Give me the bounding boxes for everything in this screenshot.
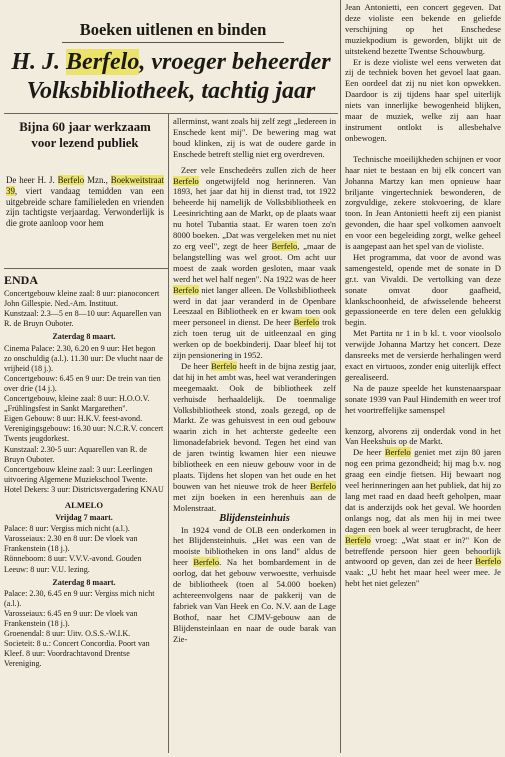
- agenda-entry: Kunstzaal: 2.3—5 en 8—10 uur: Aquarellen van R. de Bruyn Ouboter.: [4, 309, 162, 329]
- name-highlight: Berfelo: [384, 447, 411, 458]
- text: heeft in de bijna zestig jaar, dat hij in het ambt was, heel wat veranderingen meegemaakt. Ook de bibliotheek zelf verhuisde herhaaldelijk. De toenmalige Volksbibliotheek stond, zoals gezegd, op de Markt. Ze was gehuisvest in een oud gebouw waarin zich in het achterste gedeelte een limonadefabriek bevond. Tegen het eind van de jaren twintig kwamen hier een nieuwe bibliotheek en een nieuw gebouw voor in de plaats. Tijdens het slopen van het oude en het bouwen van het nieuwe trok de heer: [173, 360, 336, 491]
- paragraph: kenzorg, alvorens zij onderdak vond in het Van Heekshuis op de Markt.: [345, 425, 501, 447]
- text: vaak: „U hebt het maar heel weer mee. Je hebt het niet gelezen": [345, 567, 501, 589]
- paragraph: [345, 447, 501, 589]
- agenda-entry: Kunstzaal: 2.30-5 uur: Aquarellen van R. de Bruyn Ouboter.: [4, 444, 147, 464]
- section-kicker: Boeken uitlenen en binden: [62, 20, 284, 43]
- paragraph: allerminst, want zoals hij zelf zegt „Iedereen in Enschede kent mij". De bewering mag wat boud klinken, zij is wat de oudere garde in Enschede betreft stellig niet erg overdreven.: [173, 116, 336, 159]
- subheadline: Bijna 60 jaar werkzaam voor lezend publiek: [19, 120, 151, 150]
- name-highlight: Berfelo: [173, 284, 199, 295]
- text: geniet met zijn 80 jaren nog een prima gezondheid; hij mag b.v. nog graag een eindje fietsen. Hij bewaart nog veel herinneringen aan het publiek, dat hij zo lang met raad en daad heeft geholpen, maar dat is anderzijds ook het geval. We hoorden onlangs nog, dat als men hij in mei twee dagen een boek al weer terugbracht, de heer: [345, 447, 501, 534]
- name-highlight: Berfelo: [475, 556, 501, 567]
- lead-mid: Mzn.,: [84, 175, 111, 185]
- name-highlight: Berfelo: [310, 480, 336, 491]
- lead-end: , viert vandaag temidden van een uitgebreide schare familieleden en vrienden zijn tachtigste verjaardag. Verwonderlijk is die grote aanloop voor hem: [6, 185, 164, 229]
- paragraph: Na de pauze speelde het kunstenaarspaar sonate 1939 van Paul Hindemith en weer trof het voortreffelijke samenspel: [345, 382, 501, 415]
- lead-address-highlight: Boekweitstraat 39: [6, 175, 164, 196]
- article-headline: [6, 48, 336, 106]
- text: met zijn boeken in een herenhuis aan de Molenstraat.: [173, 491, 336, 513]
- headline-rule: [4, 113, 338, 114]
- paragraph: Het programma, dat voor de avond was samengesteld, opende met de sonate in D gr.t. van Vivaldi. De vertolking van deze sonate omvat door gaafheid, klankschoonheid, de afwisselende beheerst gepassioneerde en tere delen een gelukkig begin.: [345, 251, 501, 328]
- column-rule-1: [168, 113, 169, 753]
- agenda-entry: Cinema Palace: 2.30, 6.20 en 9 uur: Het begon zo onschuldig (a.l.). 11.30 uur: De vlucht naar de vrijheid (18 j.).: [4, 343, 163, 373]
- agenda-day: Zaterdag 8 maart.: [52, 577, 116, 587]
- column-rule-2: [340, 0, 341, 753]
- text: . Na het bombardement in de oorlog, dat het gebouw verwoestte, verhuisde de bibliotheek (toen al 54.000 boeken) achtereenvolgens naar de pakkerij van de fabriek van Van Heek en Co. N.V. aan de Lage Bothof, naar het CJMV-gebouw aan de Blijdensteinlaan en naar de oude barak van Zie-: [173, 557, 336, 644]
- event-agenda: [4, 275, 164, 669]
- agenda-rule: [4, 268, 168, 269]
- agenda-entry: Verenigingsgebouw: 16.30 uur: N.C.R.V. concert Twents jeugdorkest.: [4, 424, 164, 444]
- agenda-entry: Concertgebouw kleine zaal: 8 uur: pianoconcert John Gillespie. Ned.-Am. Instituut.: [4, 289, 160, 309]
- agenda-entry: Concertgebouw, kleine zaal: 8 uur: H.O.O.V. „Frühlingsfest in Sankt Margarethen".: [4, 394, 150, 414]
- text: , „maar de belangstelling was wel groot. Om acht uur moest de zaak worden gesloten, maar vaak werd het wel half negen". Na 1922 was de heer: [173, 240, 336, 284]
- name-highlight: Berfelo: [210, 360, 237, 371]
- article-column-3: [345, 2, 501, 589]
- agenda-entry: Concertgebouw: 6.45 en 9 uur: De trein van tien over drie (14 j.).: [4, 373, 161, 393]
- agenda-entry: Eigen Gebouw: 8 uur: H.K.V. feest-avond.: [4, 414, 143, 424]
- text: Zeer vele Enschedeërs zullen zich de heer: [181, 164, 336, 175]
- agenda-entry: Hotel Dekers: 3 uur: Districtsvergadering KNAU: [4, 484, 164, 494]
- paragraph: Technische moeilijkheden schijnen er voor haar niet te bestaan en bij elk concert van Johanna Martzy kan men opnieuw haar briljante vingertechniek bewonderen, de zorgvuldige, zekere stokvoering, de klare toon. In Jean Antonietti heeft zij een pianist gevonden, die haar spel volkomen aanvoelt en voor een begeleiding zorgt, welke geheel is aangepast aan het spel van de violiste.: [345, 153, 501, 252]
- paragraph: Er is deze violiste wel eens verweten dat zij de techniek boven het gevoel laat gaan. Een oordeel dat zij nu niet kon opwekken. Daardoor is zij tijdens haar spel uiterlijk niets van innerlijke bewogenheid blijken, maar de muziek, welke zij aan haar instrument ontlokt is allesbehalve onbewogen.: [345, 56, 501, 143]
- headline-suffix: , vroeger beheerder: [139, 49, 331, 75]
- text: ongetwijfeld nog herinneren. Van 1893, het jaar dat hij in dienst trad, tot 1922 beheerde hij namelijk de Volksbibliotheek en Leesinrichting aan de Markt, op de plaats waar nu hotel Tubantia staat. Er waren toen zo'n 8000 boeken. „Dat was vergeleken met nu niet zo erg veel", zegt de heer: [173, 175, 336, 251]
- agenda-entry: Varosseiaux: 2.30 en 8 uur: De vloek van Frankenstein (18 j.).: [4, 534, 138, 554]
- text: De heer: [181, 360, 211, 371]
- text: trok zich toen terug uit de uitleenzaal en ging werken op de boekbinderij. Daar bleef hij tot zijn pensionering in 1952.: [173, 317, 336, 361]
- paragraph: [173, 525, 336, 645]
- paragraph: Jean Antonietti, een concert gegeven. Dat deze violiste een bekende en geliefde verschijning op het Enschedese muziekpodium is geworden, blijkt uit de uitstekend bezette Twentse Schouwburg.: [345, 2, 501, 56]
- agenda-entry: Palace: 2.30, 6.45 en 9 uur: Vergiss mich nicht (a.l.).: [4, 588, 155, 608]
- agenda-city: ALMELO: [64, 499, 104, 510]
- text: In 1924 vond de OLB een onderkomen in het Blijdensteinhuis. „Het was een van de mooiste bibliotheken in ons land" aldus de heer: [173, 524, 336, 568]
- name-highlight: Berfelo: [173, 175, 199, 186]
- article-column-2: [173, 116, 336, 645]
- text: niet langer alleen. De Volksbibliotheek werd in dat jaar veranderd in de Openbare Leeszaal en Bibliotheek en er kwam toen ook meer personeel in dienst. De heer: [173, 284, 336, 328]
- headline-prefix: H. J.: [11, 49, 67, 75]
- headline-line2: Volksbibliotheek, tachtig jaar: [26, 78, 316, 104]
- agenda-day: Vrijdag 7 maart.: [55, 513, 113, 523]
- agenda-entry: Rönneboom: 8 uur: V.V.V.-avond. Gouden Leeuw: 8 uur: V.U. lezing.: [4, 554, 142, 574]
- paragraph: [173, 165, 336, 361]
- section-heading: Blijdensteinhuis: [219, 512, 290, 524]
- lead-start: De heer H. J.: [6, 175, 58, 185]
- agenda-header: ENDA: [4, 273, 39, 287]
- agenda-entry: Concertgebouw kleine zaal: 3 uur: Leerlingen uitvoering Algemene Muziekschool Twente.: [4, 464, 153, 484]
- agenda-entry: Varosseiaux: 6.45 en 9 uur: De vloek van Frankenstein (18 j.).: [4, 608, 138, 628]
- paragraph: [173, 361, 336, 514]
- agenda-day: Zaterdag 8 maart.: [52, 332, 116, 342]
- agenda-entry: Palace: 8 uur: Vergiss mich nicht (a.l.).: [4, 524, 130, 534]
- name-highlight: Berfelo: [271, 240, 298, 251]
- name-highlight: Berfelo: [345, 534, 371, 545]
- paragraph: Met Partita nr 1 in b kl. t. voor vioolsolo verwijde Johanna Martzy het concert. Deze dansreeks met de versierde herhalingen werd exact en virtuoos, zonder enig uiterlijk effect gerealiseerd.: [345, 328, 501, 382]
- agenda-entry: Societeit: 8 u.: Concert Concordia. Poort van Kleef. 8 uur: Voordrachtavond Drentse Vereniging.: [4, 639, 150, 669]
- text: De heer: [353, 447, 385, 458]
- lead-name-highlight: Berfelo: [57, 175, 85, 185]
- headline-name-highlight: Berfelo: [66, 49, 140, 75]
- name-highlight: Berfelo: [293, 317, 320, 328]
- lead-paragraph: [6, 175, 164, 229]
- name-highlight: Berfelo: [193, 557, 220, 568]
- text: vroeg: „Wat staat er in?" Kon de betreffende persoon hier geen behoorlijk antwoord op geven, dan zei de heer: [345, 534, 501, 567]
- agenda-entry: Groenendal: 8 uur: Uitv. O.S.S.-W.I.K.: [4, 629, 131, 639]
